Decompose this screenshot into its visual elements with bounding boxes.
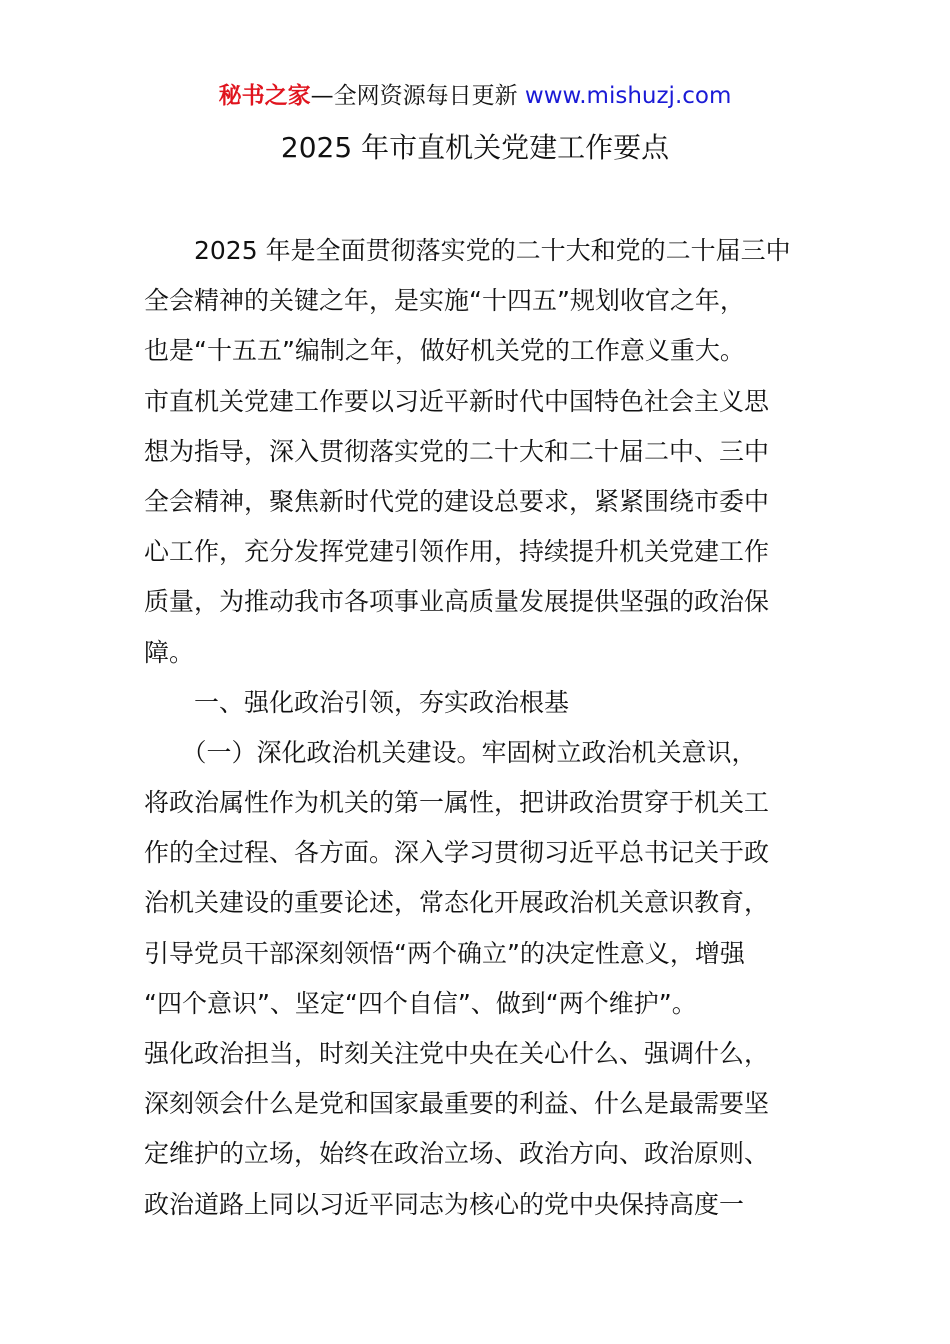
body-line: 全会精神，聚焦新时代党的建设总要求，紧紧围绕市委中 (144, 486, 770, 516)
body-line: 心工作，充分发挥党建引领作用，持续提升机关党建工作 (144, 537, 770, 567)
site-tagline: —全网资源每日更新 (310, 83, 525, 109)
body-line: 政治道路上同以习近平同志为核心的党中央保持高度一 (144, 1189, 745, 1219)
section-heading: 一、强化政治引领，夯实政治根基 (144, 687, 570, 717)
body-line: 将政治属性作为机关的第一属性，把讲政治贯穿于机关工 (144, 788, 770, 818)
body-line: 2025 年是全面贯彻落实党的二十大和党的二十届三中 (144, 236, 791, 265)
body-line: 深刻领会什么是党和国家最重要的利益、什么是最需要坚 (144, 1089, 770, 1119)
document-body (144, 226, 824, 1230)
body-line: 想为指导，深入贯彻落实党的二十大和二十届二中、三中 (144, 436, 770, 466)
body-line: 强化政治担当，时刻关注党中央在关心什么、强调什么， (144, 1039, 770, 1068)
body-line: 质量，为推动我市各项事业高质量发展提供坚强的政治保 (144, 587, 770, 617)
document-title: 2025 年市直机关党建工作要点 (280, 131, 670, 164)
body-line: 全会精神的关键之年，是实施“十四五”规划收官之年， (144, 286, 745, 316)
body-line: “四个意识”、坚定“四个自信”、做到“两个维护”。 (144, 988, 697, 1018)
body-line: 作的全过程、各方面。深入学习贯彻习近平总书记关于政 (144, 838, 770, 868)
body-line: 也是“十五五”编制之年，做好机关党的工作意义重大。 (144, 336, 745, 366)
body-line: （一）深化政治机关建设。牢固树立政治机关意识， (144, 737, 757, 767)
body-line: 治机关建设的重要论述，常态化开展政治机关意识教育， (144, 888, 770, 918)
site-url-link[interactable]: www.mishuzj.com (524, 83, 732, 109)
body-line: 定维护的立场，始终在政治立场、政治方向、政治原则、 (144, 1139, 770, 1169)
body-line: 引导党员干部深刻领悟“两个确立”的决定性意义，增强 (144, 938, 745, 968)
site-header (0, 80, 950, 112)
body-line: 市直机关党建工作要以习近平新时代中国特色社会主义思 (144, 386, 770, 416)
site-brand: 秘书之家 (218, 83, 311, 109)
body-line: 障。 (144, 637, 195, 667)
